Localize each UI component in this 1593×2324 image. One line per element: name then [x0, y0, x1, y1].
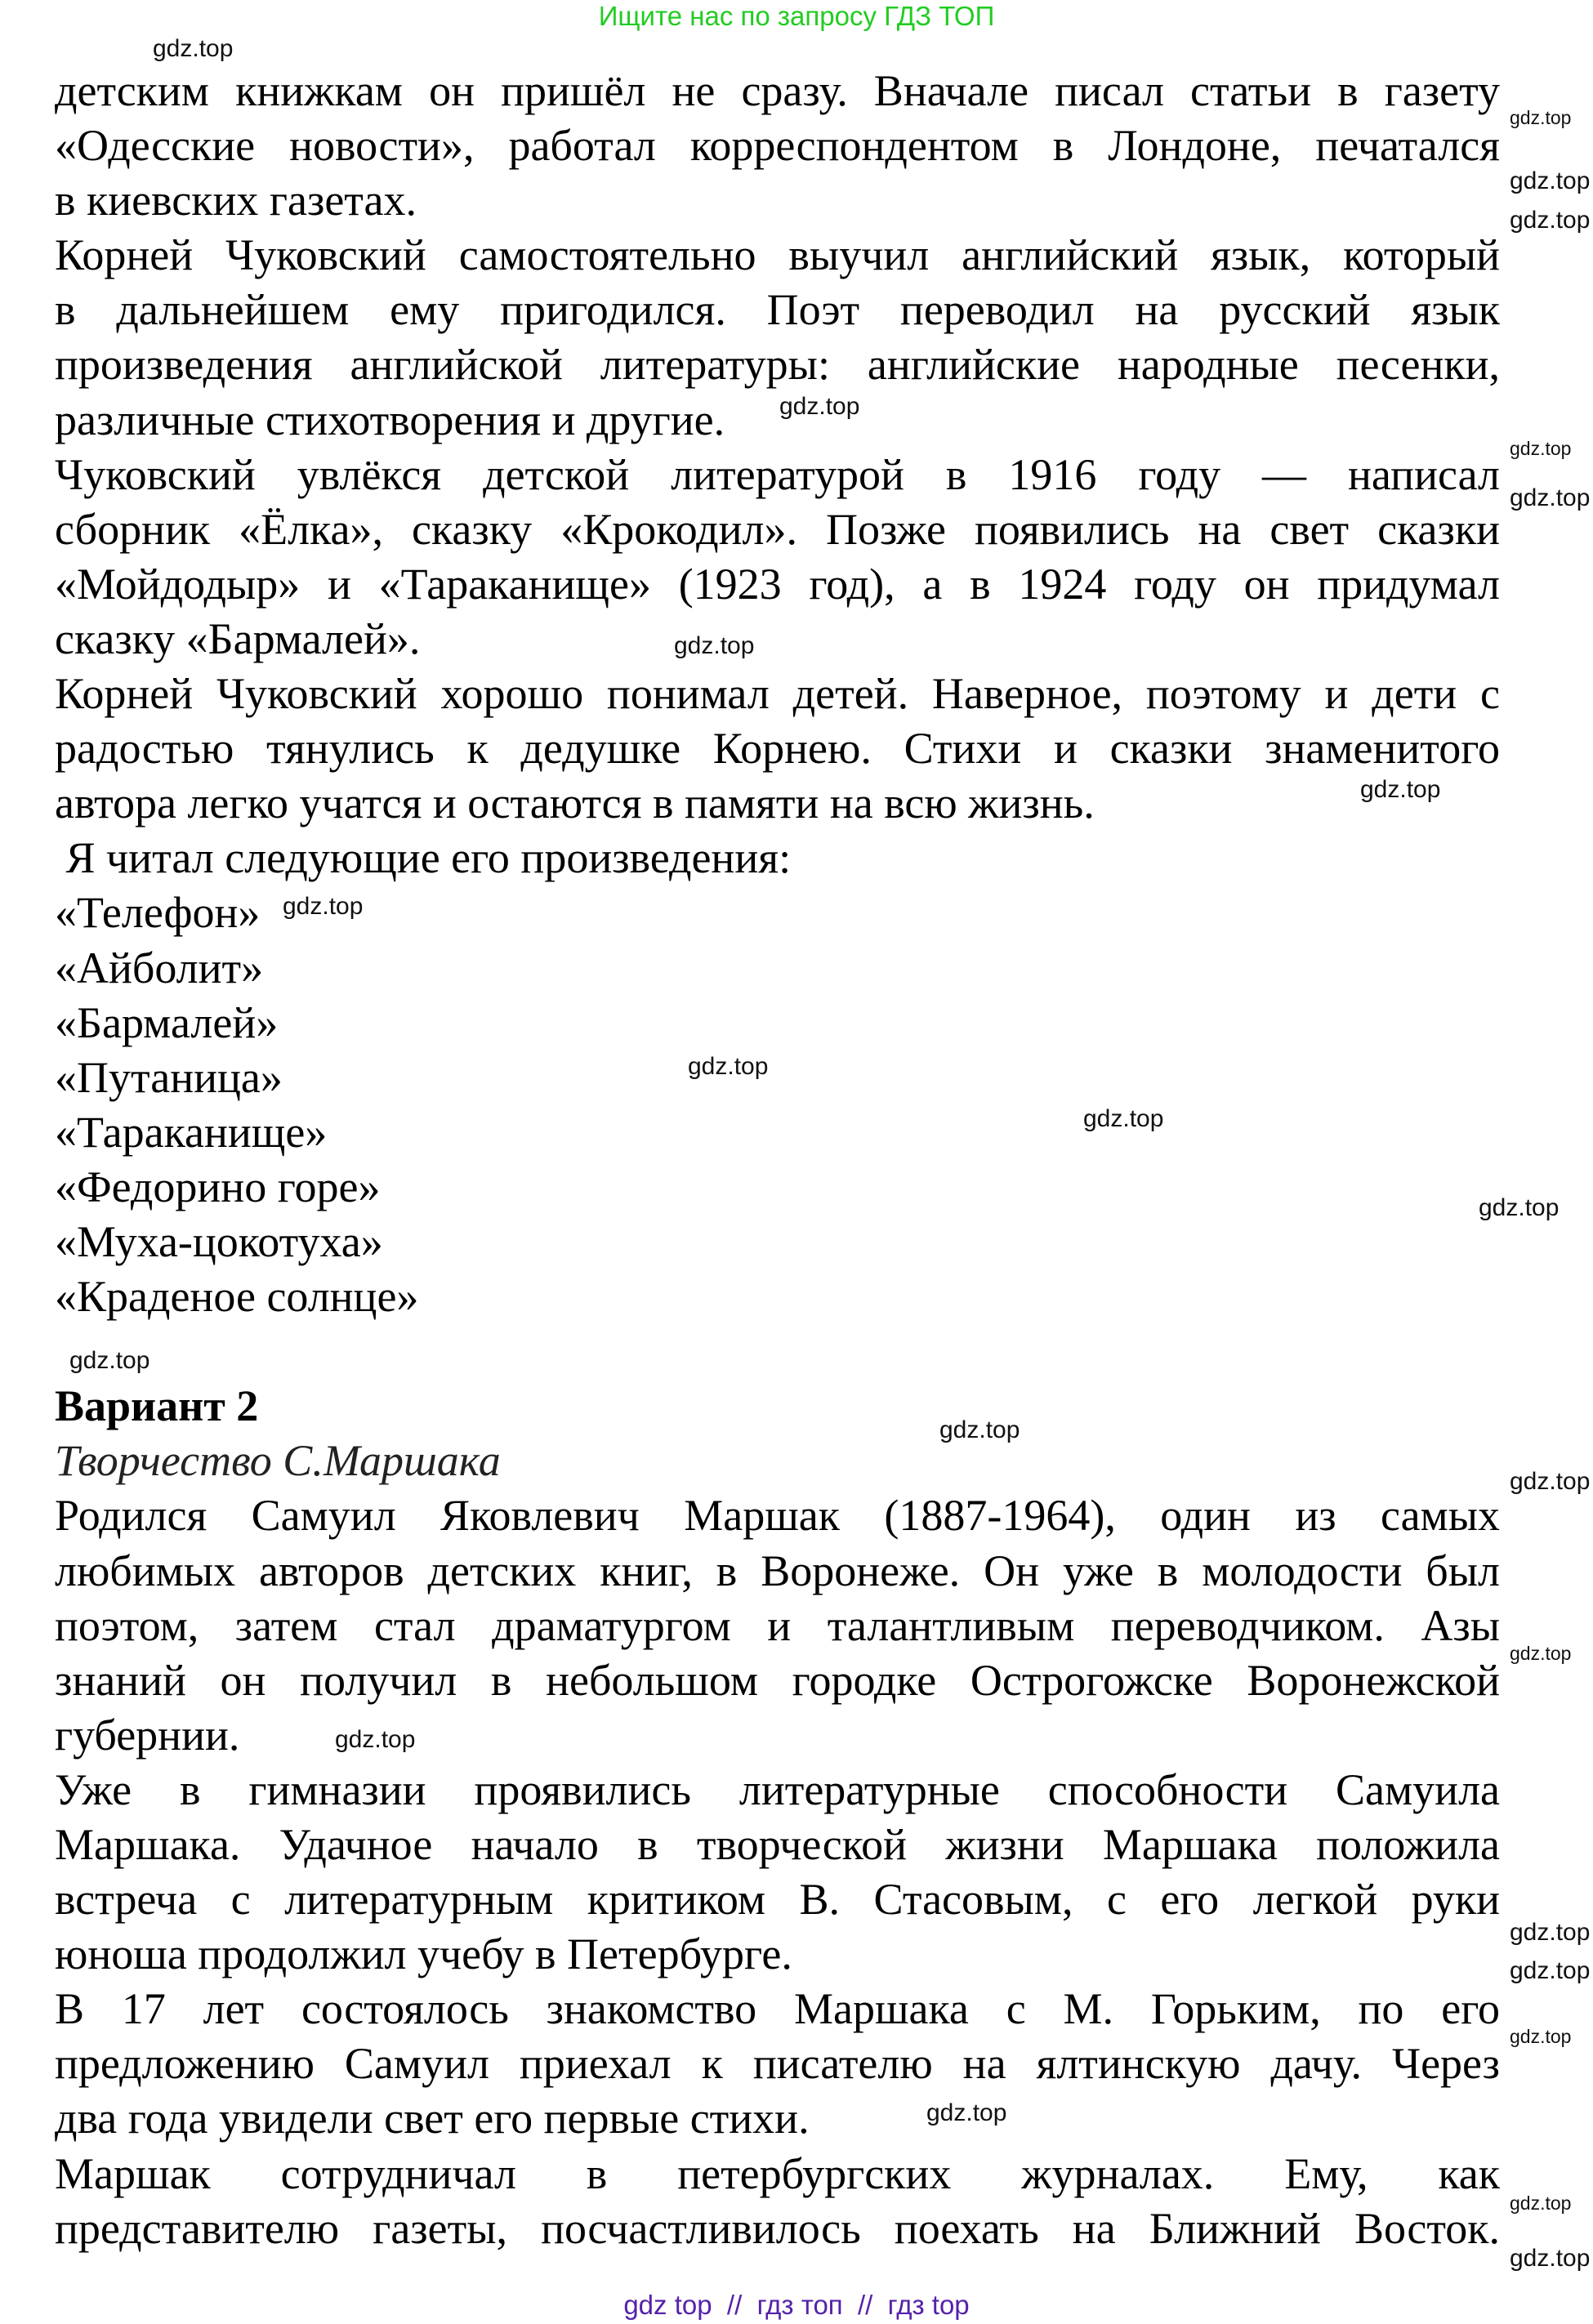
watermark: gdz.top — [153, 35, 234, 62]
paragraph-line: знаний он получил в небольшом городке Острогожске Воронежской — [55, 1655, 1500, 1705]
paragraph-line: Родился Самуил Яковлевич Маршак (1887-1964), один из самых — [55, 1491, 1500, 1541]
paragraph-line: В 17 лет состоялось знакомство Маршака с М. Горьким, по его — [55, 1984, 1500, 2034]
watermark: gdz.top — [1510, 1643, 1572, 1664]
paragraph-line: сборник «Ёлка», сказку «Крокодил». Позже появились на свет сказки — [55, 504, 1500, 554]
paragraph-line: сказку «Бармалей». — [55, 613, 421, 663]
work-list-item: «Муха-цокотуха» — [55, 1216, 383, 1266]
paragraph-line: автора легко учатся и остаются в памяти на всю жизнь. — [55, 778, 1095, 828]
paragraph-line: два года увидели свет его первые стихи. — [55, 2094, 810, 2143]
paragraph-line: Маршака. Удачное начало в творческой жизни Маршака положила — [55, 1820, 1500, 1869]
paragraph-line: «Одесские новости», работал корреспондентом в Лондоне, печатался — [55, 121, 1500, 171]
watermark: gdz.top — [939, 1416, 1020, 1443]
work-list-item: «Айболит» — [55, 943, 264, 992]
watermark: gdz.top — [779, 393, 860, 420]
footer-banner: gdz top // гдз топ // гдз top — [623, 2290, 970, 2320]
watermark: gdz.top — [1510, 2026, 1572, 2047]
paragraph-line: представителю газеты, посчастливилось поехать на Ближний Восток. — [55, 2203, 1500, 2253]
watermark: gdz.top — [69, 1347, 150, 1374]
paragraph-line: «Мойдодыр» и «Тараканище» (1923 год), а в 1924 году он придумал — [55, 559, 1500, 609]
paragraph-line: предложению Самуил приехал к писателю на ялтинскую дачу. Через — [55, 2039, 1500, 2089]
paragraph-line: поэтом, затем стал драматургом и талантливым переводчиком. Азы — [55, 1600, 1500, 1650]
watermark: gdz.top — [1510, 1957, 1591, 1984]
paragraph-line: произведения английской литературы: английские народные песенки, — [55, 340, 1500, 390]
section-subtitle: Творчество С.Маршака — [55, 1436, 501, 1486]
paragraph-line: в киевских газетах. — [55, 176, 417, 225]
work-list-item: «Федорино горе» — [55, 1162, 381, 1211]
paragraph-line: различные стихотворения и другие. — [55, 395, 725, 444]
watermark: gdz.top — [1510, 107, 1572, 128]
watermark: gdz.top — [674, 632, 755, 659]
paragraph-line: Корней Чуковский хорошо понимал детей. Наверное, поэтому и дети с — [55, 669, 1500, 719]
document-body — [55, 64, 1500, 2256]
paragraph-line: губернии. — [55, 1710, 240, 1760]
watermark: gdz.top — [1510, 207, 1591, 234]
paragraph-line: детским книжкам он пришёл не сразу. Вначале писал статьи в газету — [55, 66, 1500, 115]
watermark: gdz.top — [283, 893, 364, 920]
work-list-item: «Бармалей» — [55, 997, 279, 1047]
paragraph-line: Чуковский увлёкся детской литературой в 1916 году — написал — [55, 449, 1500, 499]
work-list-item: «Путаница» — [55, 1052, 283, 1102]
watermark: gdz.top — [1510, 2192, 1572, 2214]
paragraph-line: встреча с литературным критиком В. Стасовым, с его легкой руки — [55, 1875, 1500, 1925]
watermark: gdz.top — [1510, 438, 1572, 459]
section-marshak — [55, 1488, 1500, 2255]
watermark: gdz.top — [1510, 1919, 1591, 1946]
paragraph-line: радостью тянулись к дедушке Корнею. Стихи и сказки знаменитого — [55, 724, 1500, 774]
watermark: gdz.top — [688, 1053, 769, 1080]
watermark: gdz.top — [1510, 1468, 1591, 1495]
watermark: gdz.top — [1510, 484, 1591, 511]
watermark: gdz.top — [1083, 1105, 1164, 1132]
paragraph-line: юноша продолжил учебу в Петербурге. — [55, 1929, 792, 1979]
watermark: gdz.top — [926, 2099, 1007, 2126]
watermark: gdz.top — [1360, 776, 1441, 803]
watermark: gdz.top — [335, 1726, 416, 1753]
paragraph-line: Уже в гимназии проявились литературные способности Самуила — [55, 1764, 1500, 1814]
paragraph-line: в дальнейшем ему пригодился. Поэт переводил на русский язык — [55, 285, 1500, 335]
paragraph-line: Корней Чуковский самостоятельно выучил английский язык, который — [55, 230, 1500, 280]
variant-heading: Вариант 2 — [55, 1381, 259, 1431]
work-list-item: «Краденое солнце» — [55, 1272, 419, 1322]
work-list-item: «Тараканище» — [55, 1107, 328, 1157]
watermark: gdz.top — [1510, 167, 1591, 194]
paragraph-line: Я читал следующие его произведения: — [55, 833, 792, 883]
watermark: gdz.top — [1479, 1194, 1560, 1221]
work-list-item: «Телефон» — [55, 888, 261, 938]
paragraph-line: любимых авторов детских книг, в Воронеже. Он уже в молодости был — [55, 1546, 1500, 1595]
paragraph-line: Маршак сотрудничал в петербургских журналах. Ему, как — [55, 2148, 1500, 2198]
blank-line — [55, 1324, 1500, 1379]
search-hint-banner: Ищите нас по запросу ГДЗ ТОП — [598, 1, 995, 31]
section-chukovsky — [55, 64, 1500, 1324]
watermark: gdz.top — [1510, 2245, 1591, 2272]
